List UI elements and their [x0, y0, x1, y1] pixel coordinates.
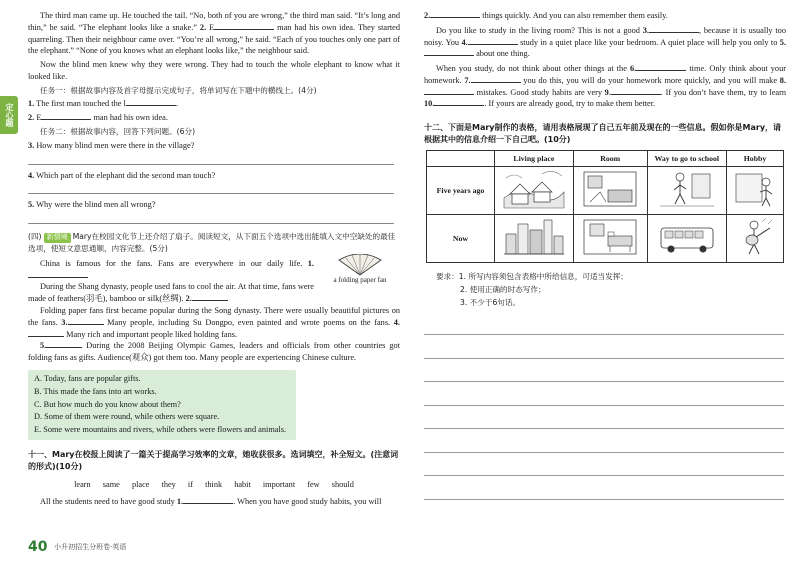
part4-intro: (四) 新情境 Mary在校园文化节上还介绍了扇子。阅读短文，从下面五个选项中选出能填入文中空缺处的最佳选项，使短文意思通顺、内容完整。(5分) [28, 232, 396, 254]
answer-line[interactable] [28, 212, 394, 224]
answer-blank[interactable] [28, 329, 64, 337]
task1-question-1: 1. The first man touched the l . [28, 99, 178, 109]
answer-blank[interactable] [430, 10, 480, 18]
answer-blank[interactable] [126, 98, 176, 106]
city-picture [495, 215, 574, 263]
table-row [427, 167, 784, 215]
old-room-picture [573, 167, 647, 215]
task2-question-3: 3. How many blind men were there in the village? [28, 140, 195, 150]
writing-line[interactable] [424, 429, 784, 453]
row-label-now: Now [427, 215, 495, 263]
hobby-figure-icon [732, 168, 778, 210]
village-picture [495, 167, 574, 215]
section-11-title: 十一、Mary在校报上阅读了一篇关于提高学习效率的文章，她收获很多。选词填空，补全短文。(注意词的形式)(10分) [28, 450, 399, 472]
option-c: C. But how much do you know about them? [34, 399, 181, 409]
answer-blank[interactable] [214, 22, 274, 30]
table-header-way-to-school: Way to go to school [647, 151, 726, 167]
task1-question-2: 2. E man had his own idea. [28, 113, 168, 123]
task2-question-5: 5. Why were the blind men all wrong? [28, 200, 156, 210]
table-header-living-place: Living place [495, 151, 574, 167]
table-header-room: Room [573, 151, 647, 167]
table-header-blank [427, 151, 495, 167]
task2-question-4: 4. Which part of the elephant did the second man touch? [28, 170, 216, 180]
requirement-2: 2. 使用正确的时态写作； [460, 285, 546, 295]
city-buildings-icon [502, 216, 566, 258]
answer-blank[interactable] [468, 37, 518, 45]
new-context-tag: 新情境 [44, 233, 71, 243]
side-tab: 定心题 [0, 96, 18, 134]
fan-passage: a folding paper fan China is famous for the fans. Fans are everywhere in our daily life. 1. During the Shang dynasty, people used fans to cool the air. At that time, fans were made of feathers(羽毛), bamboo or silk(丝绸). 2. Folding paper fans first became popular during the Song dynasty. There were usually beautiful pictures on the fans. 3. Many people, including Su Dongpo, even painted and wrote poems on the fans. 4. Many rich and important people liked holding fans. 5. During the 2008 Beijing Olympic Games, leaders and officials from other countries got folding fans as gifts. Audience(观众) got them too. Many people are experiencing Chinese culture. [28, 258, 400, 364]
section-11-continue: 2. things quickly. And you can also remember them easily. [424, 11, 668, 20]
guitar-picture [727, 215, 784, 263]
new-room-picture [573, 215, 647, 263]
writing-line[interactable] [424, 382, 784, 406]
story-paragraph-1: The third man came up. He touched the tail. “No, both of you are wrong,” the third man said. “It’s long and thin,” he said. “The elephant looks like a snake.” 2. E man had his own idea. They started quarreling. Then their neighbour came over. “You’re all wrong,” he said. “Each of you touches only one part of the elephant.” “None of you knows what an elephant looks like,” the neighbour said. [28, 11, 400, 56]
village-house-icon [502, 168, 566, 210]
walking-boy-icon [658, 168, 716, 210]
option-e: E. Some were mountains and rivers, while others were flowers and animals. [34, 425, 287, 435]
writing-line[interactable] [424, 453, 784, 477]
story-paragraph-2: Now the blind men knew why they were wrong. They had to touch the whole elephant to know what it looked like. [28, 60, 400, 81]
page-footer [28, 538, 126, 558]
answer-blank[interactable] [471, 75, 521, 83]
answer-blank[interactable] [434, 98, 484, 106]
answer-blank[interactable] [611, 87, 661, 95]
answer-blank[interactable] [424, 87, 474, 95]
small-room-icon [580, 168, 640, 210]
answer-blank[interactable] [192, 293, 228, 301]
answer-blank[interactable] [636, 63, 686, 71]
option-d: D. Some of them were round, while others were square. [34, 412, 220, 422]
page-number: 40 [28, 539, 48, 556]
writing-line[interactable] [424, 359, 784, 383]
answer-line[interactable] [28, 153, 394, 165]
right-column: 2. things quickly. And you can also remember them easily. Do you like to study in the living room? This is not a good 3. , because it is usually too noisy. You 4. study in a quiet place like your bedroom. A quiet place will help you only to 5. about one thing. When you study, do not think about other things at the 6. time. Only think about your homework. 7. you do this, you will do your homework more quickly, and you will make 8. mistakes. Good study habits are very 9. . If you don’t have them, try to learn 10. . If yours are already good, try to make them better. 十二、下面是Mary制作的表格，请用表格展现了自己五年前及现在的一些信息。假如你是Mary，请根据其中的信息介绍一下自己吧。(10分) Living place Room Way to go to school Hobby Five years ago Now 要求：1. 所写内容须包含表格中所给信息，可适当发挥； 2. 使用正确的时态写作； 3. 不少于6句话。 [424, 0, 786, 566]
bus-icon [657, 216, 717, 258]
table-header-row [427, 151, 784, 167]
writing-line[interactable] [424, 335, 784, 359]
guitar-player-icon [732, 216, 778, 258]
requirement-1: 要求：1. 所写内容须包含表格中所给信息，可适当发挥； [436, 272, 628, 282]
writing-requirements [436, 271, 786, 310]
fan-figure [320, 254, 400, 286]
word-bank: learn same place they if think habit important few should [74, 480, 354, 490]
walking-picture [647, 167, 726, 215]
requirement-3: 3. 不少于6句话。 [460, 298, 521, 308]
writing-area[interactable] [424, 312, 786, 500]
answer-line[interactable] [28, 182, 394, 194]
row-label-five-years-ago: Five years ago [427, 167, 495, 215]
writing-line[interactable] [424, 312, 784, 336]
writing-line[interactable] [424, 406, 784, 430]
left-column [28, 0, 400, 566]
answer-blank[interactable] [424, 48, 474, 56]
info-table [426, 150, 784, 263]
section-12-title: 十二、下面是Mary制作的表格，请用表格展现了自己五年前及现在的一些信息。假如你是Mary，请根据其中的信息介绍一下自己吧。(10分) [424, 123, 782, 145]
fan-caption: a folding paper fan [333, 275, 387, 284]
answer-blank[interactable] [41, 112, 91, 120]
section-11-line-1: All the students need to have good study 1. . When you have good study habits, you will [40, 496, 382, 506]
answer-blank[interactable] [28, 270, 88, 278]
table-row [427, 215, 784, 263]
bedroom-icon [580, 216, 640, 258]
answer-blank[interactable] [46, 340, 82, 348]
option-a: A. Today, fans are popular gifts. [34, 373, 141, 383]
answer-blank[interactable] [649, 25, 699, 33]
book-title: 小升初招生分班卷·英语 [54, 543, 127, 552]
task1-title: 任务一：根据故事内容及首字母提示完成句子，将单词写在下题中的横线上。(4分) [40, 85, 317, 95]
table-header-hobby: Hobby [727, 151, 784, 167]
task2-title: 任务二：根据故事内容，回答下列问题。(6分) [40, 127, 196, 137]
bus-picture [647, 215, 726, 263]
writing-line[interactable] [424, 476, 784, 500]
answer-blank[interactable] [183, 496, 233, 504]
old-hobby-picture [727, 167, 784, 215]
folding-fan-icon [337, 254, 383, 276]
answer-blank[interactable] [68, 317, 104, 325]
option-b: B. This made the fans into art works. [34, 386, 157, 396]
options-box [28, 370, 296, 440]
